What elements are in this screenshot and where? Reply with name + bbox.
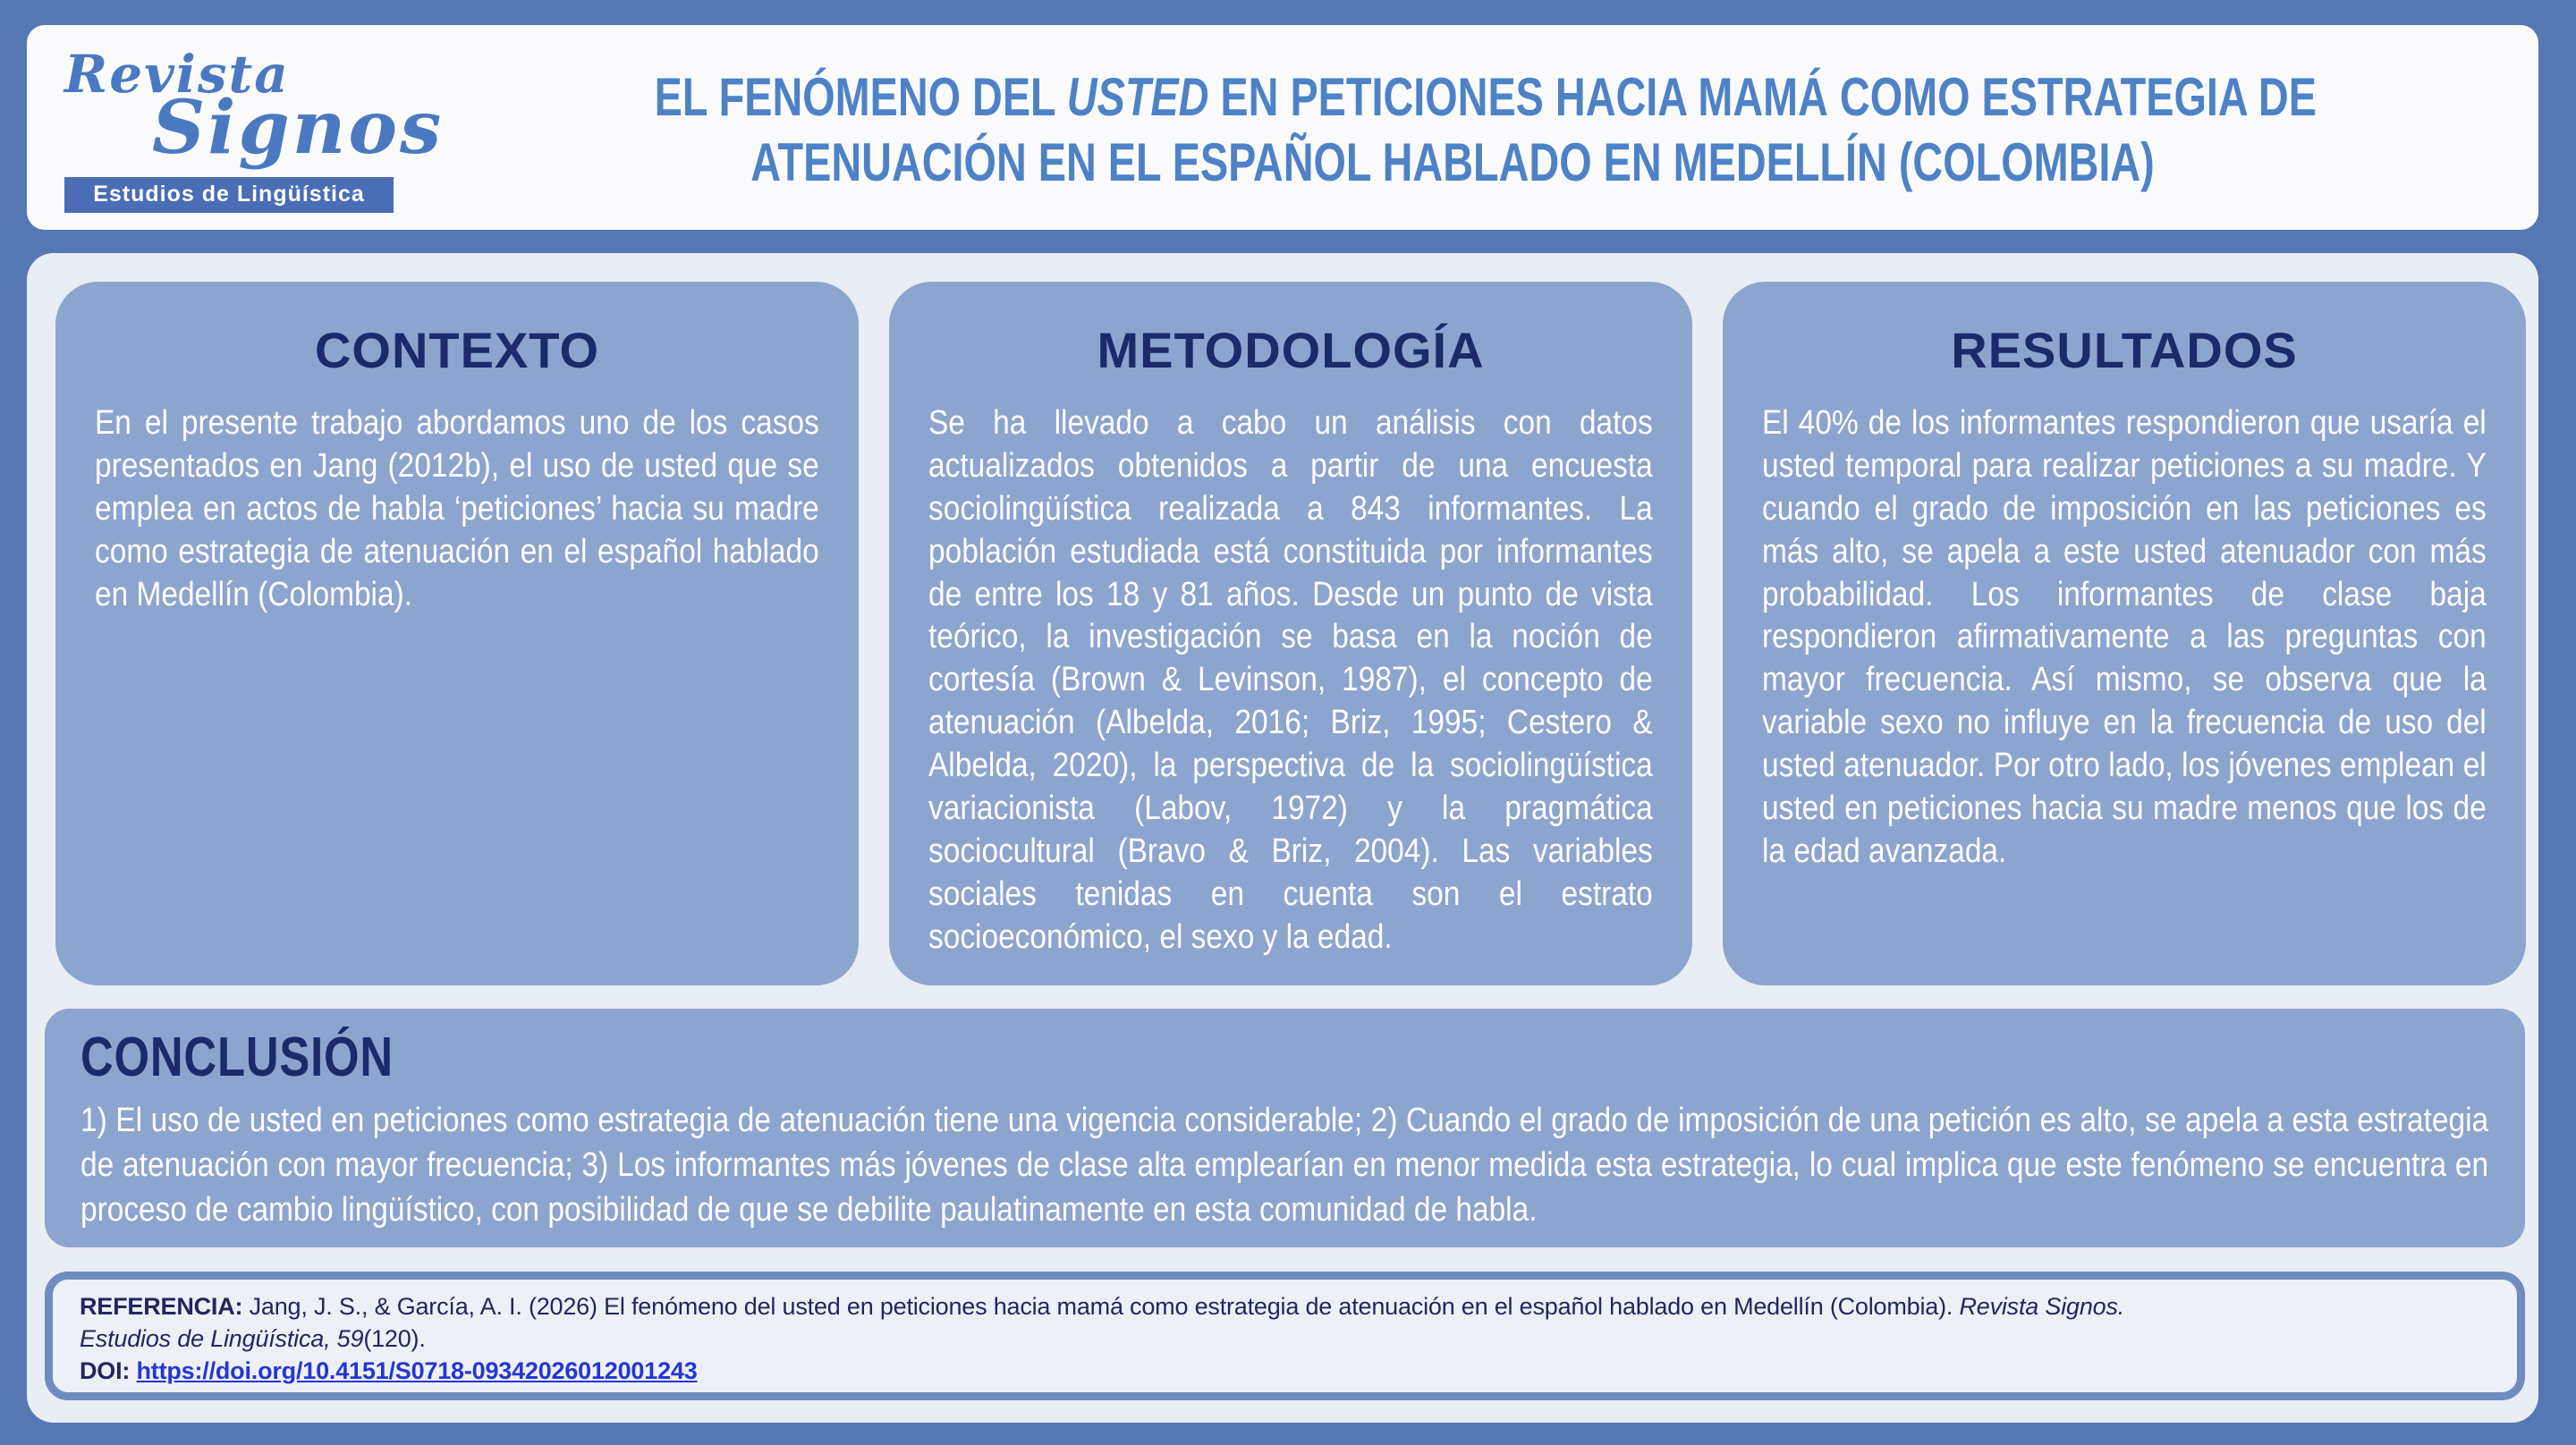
reference-card	[45, 1272, 2525, 1400]
section-heading-resultados: RESULTADOS	[1951, 322, 2298, 378]
title-line-2: ATENUACIÓN EN EL ESPAÑOL HABLADO EN MEDELLÍN (COLOMBIA)	[750, 132, 2155, 192]
section-card-contexto	[55, 282, 859, 985]
section-heading-contexto: CONTEXTO	[314, 322, 600, 378]
section-card-resultados	[1723, 282, 2526, 985]
conclusion-body: 1) El uso de usted en peticiones como estrategia de atenuación tiene una vigencia considerable; 2) Cuando el grado de imposición de una petición es alto, se apela a esta estrategia de atenuación con mayor frecuencia; 3) Los informantes más jóvenes de clase alta emplearían en menor medida esta estrategia, lo cual implica que este fenómeno se encuentra en proceso de cambio lingüístico, con posibilidad de que se debilite paulatinamente en esta comunidad de habla.	[80, 1102, 2489, 1230]
doi-label: DOI:	[80, 1357, 131, 1384]
header-card	[27, 25, 2538, 230]
section-columns	[55, 282, 2526, 985]
poster-title	[429, 64, 2476, 195]
title-line-1	[654, 64, 2317, 130]
section-body-metodologia: Se ha llevado a cabo un análisis con datos actualizados obtenidos a partir de una encuesta sociolingüística realizada a 843 informantes. La población estudiada está constituida por informantes de entre los 18 y 81 años. Desde un punto de vista teórico, la investigación se basa en la noción de cortesía (Brown & Levinson, 1987), el concepto de atenuación (Albelda, 2016; Briz, 1995; Cestero & Albelda, 2020), la perspectiva de la sociolingüística variacionista (Labov, 1972) y la pragmática sociocultural (Bravo & Briz, 2004). Las variables sociales tenidas en cuenta son el estrato socioeconómico, el sexo y la edad.	[928, 404, 1653, 956]
reference-journal-name: Revista Signos.	[1959, 1293, 2125, 1320]
content-panel	[27, 253, 2538, 1423]
doi-link[interactable]: https://doi.org/10.4151/S0718-09342026012001243	[136, 1357, 698, 1384]
journal-logo	[64, 44, 445, 213]
conclusion-card	[45, 1009, 2525, 1247]
logo-signos: Signos	[152, 85, 445, 171]
section-body-contexto: En el presente trabajo abordamos uno de los casos presentados en Jang (2012b), el uso de usted que se emplea en actos de habla ‘peticiones’ hacia su madre como estrategia de atenuación en el español hablado en Medellín (Colombia).	[95, 404, 819, 613]
reference-line-2	[80, 1322, 2490, 1355]
title-line1-italic: USTED	[1066, 67, 1209, 127]
reference-issue: (120).	[363, 1325, 426, 1352]
section-card-metodologia	[889, 282, 1692, 985]
section-heading-metodologia: METODOLOGÍA	[1097, 322, 1485, 378]
reference-label: REFERENCIA:	[80, 1293, 243, 1320]
logo-revista: Revista	[64, 44, 290, 105]
title-line1-post: EN PETICIONES HACIA MAMÁ COMO ESTRATEGIA DE	[1208, 67, 2317, 127]
reference-journal-subtitle: Estudios de Lingüística, 59	[80, 1325, 364, 1352]
reference-doi-line	[80, 1355, 2490, 1387]
conclusion-heading: CONCLUSIÓN	[80, 1027, 394, 1088]
title-line1-pre: EL FENÓMENO DEL	[654, 67, 1067, 127]
section-body-resultados: El 40% de los informantes respondieron que usaría el usted temporal para realizar peticiones a su madre. Y cuando el grado de imposición en las peticiones es más alto, se apela a este usted atenuador con más probabilidad. Los informantes de clase baja respondieron afirmativamente a las preguntas con mayor frecuencia. Así mismo, se observa que la variable sexo no influye en la frecuencia de uso del usted atenuador. Por otro lado, los jóvenes emplean el usted en peticiones hacia su madre menos que los de la edad avanzada.	[1762, 404, 2487, 870]
doi-spacer	[130, 1357, 136, 1384]
logo-banner: Estudios de Lingüística	[64, 177, 394, 213]
reference-line-1	[80, 1290, 2490, 1322]
reference-text: Jang, J. S., & García, A. I. (2026) El fenómeno del usted en peticiones hacia mamá como estrategia de atenuación en el español hablado en Medellín (Colombia).	[242, 1293, 1960, 1320]
